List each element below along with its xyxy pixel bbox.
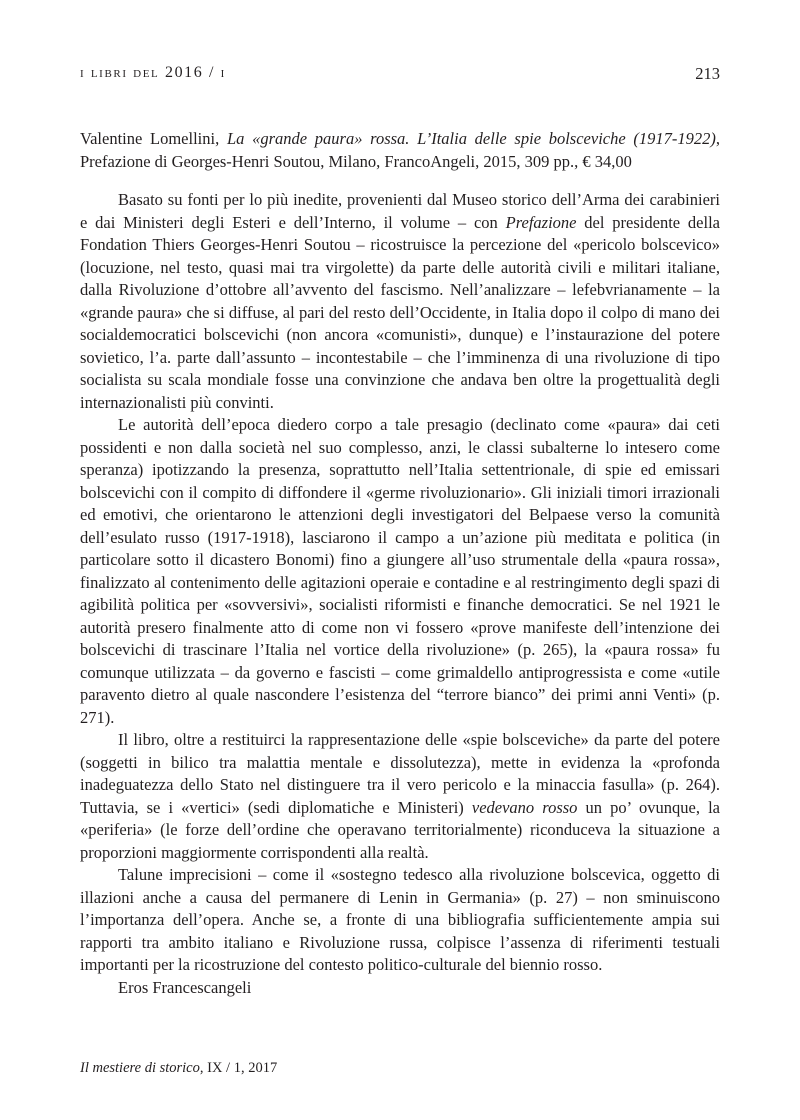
page-number: 213 [695,64,720,83]
paragraph-3-text-a: Il libro, oltre a restituirci la rappresentazione delle «spie bolsceviche» da parte del potere (soggetti in bilico tra malattia mentale e dissolutezza), mette in evidenza la «profonda inadeguatezza dello Stato nel distinguere tra il vero pericolo e la minaccia fasulla» (p. 264). Tuttavia, se i «vertici» (sedi diplomatiche e Ministeri) [80,730,720,817]
review-paragraph-1 [80,189,720,414]
page-footer [80,1060,277,1077]
paragraph-1-text-a: Basato su fonti per lo più inedite, provenienti dal Museo storico dell’Arma dei carabinieri e dai Ministeri degli Esteri e dell’Interno, il volume – con [80,190,720,232]
paragraph-3-emphasis: vedevano rosso [471,797,578,817]
reviewer-name: Eros Francescangeli [118,977,252,997]
paragraph-1-emphasis: Prefazione [505,212,577,232]
review-paragraph-2: Le autorità dell’epoca diedero corpo a tale presagio (declinato come «paura» dai ceti possidenti e non dalla società nel suo complesso, anzi, le classi subalterne lo intesero come speranza) ipotizzando la presenza, soprattutto nell’Italia settentrionale, di spie ed emissari bolscevichi con il compito di diffondere il «germe rivoluzionario». Gli iniziali timori irrazionali ed emotivi, che orientarono le attenzioni degli investigatori del Belpaese verso la comunità dell’esulato russo (1917-1918), lasciarono il campo a un’azione più meditata e politica (in particolare sotto il dicastero Bonomi) fino a giungere all’uso strumentale della «paura rossa», finalizzato al contenimento delle agitazioni operaie e contadine e al restringimento degli spazi di agibilità politica per «sovversivi», socialisti riformisti e finanche democratici. Se nel 1921 le autorità presero finalmente atto di come non vi fossero «prove manifeste dell’intenzione dei bolscevichi di trascinare l’Italia nel vortice della rivoluzione» (p. 265), la «paura rossa» fu comunque utilizzata – da governo e fascisti – come grimaldello antiprogressista e come «utile paravento dietro al quale nascondere l’esistenza del “terrore bianco” dei primi anni Venti» (p. 271). [80,415,720,727]
paragraph-1-text-b: del presidente della Fondation Thiers Georges-Henri Soutou – ricostruisce la percezione del «pericolo bolscevico» (locuzione, nel testo, quasi mai tra virgolette) da parte delle autorità civili e militari italiane, dalla Rivoluzione d’ottobre all’avvento del fascismo. Nell’analizzare – lefebvrianamente – la «grande paura» che si diffuse, al pari del resto dell’Occidente, in Italia dopo il colpo di mano dei socialdemocratici bolscevichi (non ancora «comunisti», dunque) e l’instaurazione del potere sovietico, l’a. parte dall’assunto – incontestabile – che l’imminenza di una rivoluzione di tipo socialista su scala mondiale fosse una convinzione che andava ben oltre la progettualità degli internazionalisti più convinti. [80,212,720,412]
citation-details: , Prefazione di Georges-Henri Soutou, Milano, FrancoAngeli, 2015, 309 pp., € 34,00 [80,129,720,171]
paragraph-3-text-b: un po’ ovunque, la «periferia» (le forze dell’ordine che operavano territorialmente) riconduceva la situazione a proporzioni maggiormente corrispondenti alla realtà. [80,797,720,862]
book-citation [80,128,720,173]
footer-volume: , IX / 1, 2017 [199,1060,278,1076]
footer-journal-title: Il mestiere di storico [80,1060,200,1076]
journal-issue-label: i libri del 2016 / i [80,64,226,81]
review-body [80,189,720,999]
citation-author: Valentine Lomellini, [80,129,227,148]
running-head [80,64,720,88]
review-paragraph-3 [80,729,720,864]
review-paragraph-4: Talune imprecisioni – come il «sostegno tedesco alla rivoluzione bolscevica, oggetto di illazioni anche a causa del permanere di Lenin in Germania» (p. 27) – non sminuiscono l’importanza dell’opera. Anche se, a fronte di una bibliografia sufficientemente ampia sui rapporti tra ambito italiano e Rivoluzione russa, colpisce l’assenza di riferimenti testuali importanti per la ricostruzione del contesto politico-culturale del biennio rosso. [80,865,720,974]
citation-book-title: La «grande paura» rossa. L’Italia delle spie bolsceviche (1917-1922) [226,129,716,148]
